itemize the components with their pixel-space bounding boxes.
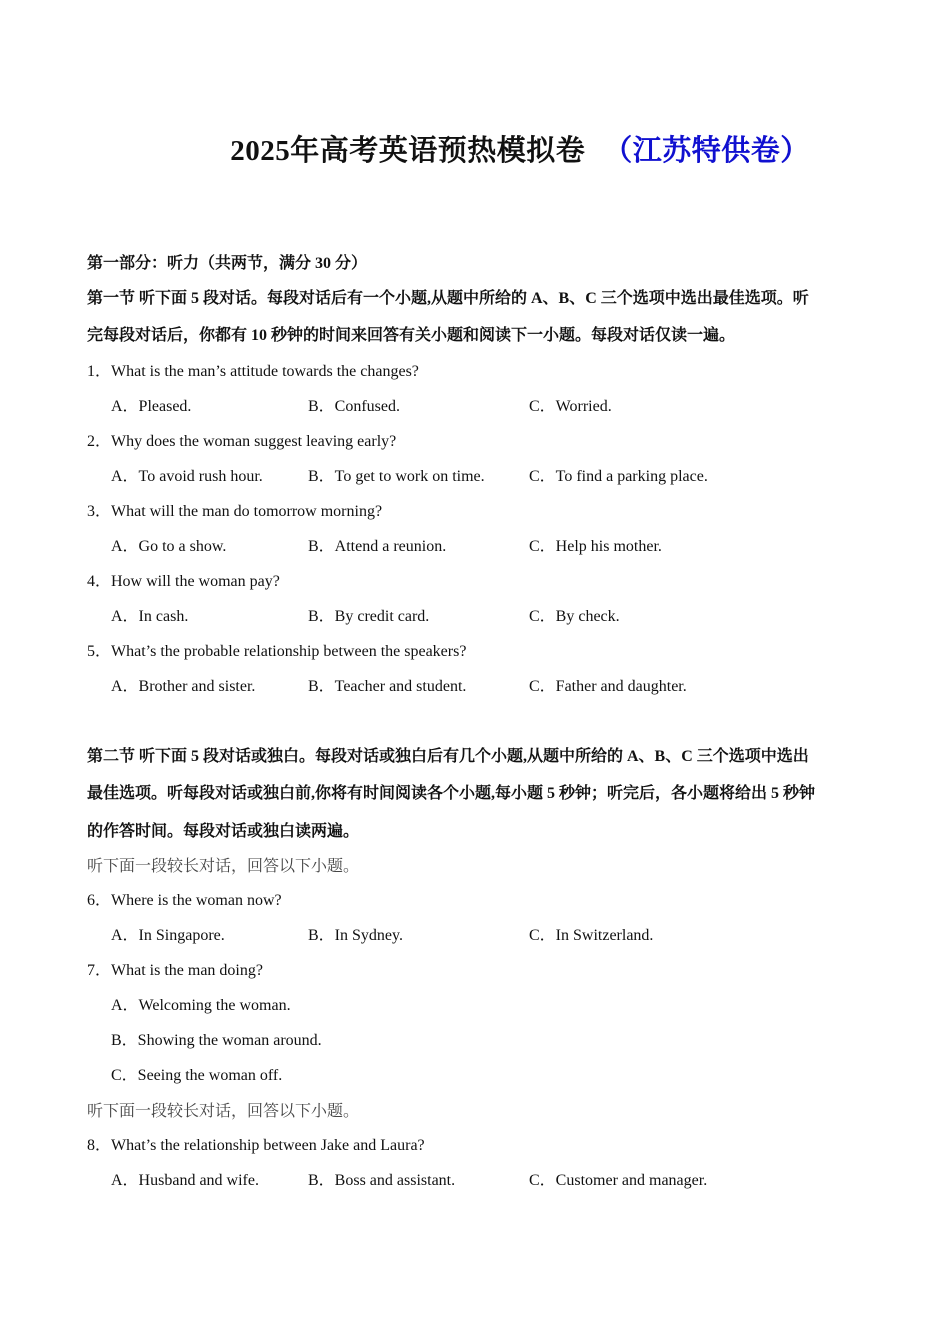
q6-option-a: A．In Singapore.	[111, 927, 225, 944]
q7-option-c: C．Seeing the woman off.	[111, 1067, 283, 1084]
section1-instruction-line1: 第一节 听下面 5 段对话。每段对话后有一个小题,从题中所给的 A、B、C 三个选项中选出最佳选项。听	[87, 290, 809, 307]
title-main: 2025年高考英语预热模拟卷	[230, 135, 586, 167]
q3-option-a: A．Go to a show.	[111, 538, 227, 555]
q5-option-c: C．Father and daughter.	[529, 678, 687, 695]
q6-option-b: B．In Sydney.	[308, 927, 403, 944]
q3-option-c: C．Help his mother.	[529, 538, 662, 555]
q2-option-c: C．To find a parking place.	[529, 468, 708, 485]
section2-instruction-line1: 第二节 听下面 5 段对话或独白。每段对话或独白后有几个小题,从题中所给的 A、B、C 三个选项中选出	[87, 748, 809, 765]
q4-option-b: B．By credit card.	[308, 608, 430, 625]
dialogue-instruction-2: 听下面一段较长对话，回答以下小题。	[87, 1103, 360, 1120]
q1-option-b: B．Confused.	[308, 398, 401, 415]
q7-option-b: B．Showing the woman around.	[111, 1032, 322, 1049]
q7-option-a: A．Welcoming the woman.	[111, 997, 291, 1014]
section1-instruction-line2: 完每段对话后，你都有 10 秒钟的时间来回答有关小题和阅读下一小题。每段对话仅读一遍。	[87, 327, 736, 344]
question-3: 3．What will the man do tomorrow morning?	[87, 503, 383, 520]
q4-option-c: C．By check.	[529, 608, 620, 625]
q8-option-b: B．Boss and assistant.	[308, 1172, 456, 1189]
question-6: 6．Where is the woman now?	[87, 892, 282, 909]
title-special: （江苏特供卷）	[603, 135, 810, 167]
part-heading: 第一部分：听力（共两节，满分 30 分）	[87, 255, 368, 272]
q2-option-b: B．To get to work on time.	[308, 468, 485, 485]
section2-instruction-line3: 的作答时间。每段对话或独白读两遍。	[87, 823, 360, 840]
q1-option-a: A．Pleased.	[111, 398, 192, 415]
page-title	[0, 128, 950, 169]
question-5: 5．What’s the probable relationship between the speakers?	[87, 643, 467, 660]
q2-option-a: A．To avoid rush hour.	[111, 468, 263, 485]
section2-instruction-line2: 最佳选项。听每段对话或独白前,你将有时间阅读各个小题,每小题 5 秒钟；听完后，各小题将给出 5 秒钟	[87, 785, 816, 802]
q8-option-a: A．Husband and wife.	[111, 1172, 259, 1189]
question-8: 8．What’s the relationship between Jake and Laura?	[87, 1137, 425, 1154]
q3-option-b: B．Attend a reunion.	[308, 538, 447, 555]
q5-option-a: A．Brother and sister.	[111, 678, 256, 695]
q4-option-a: A．In cash.	[111, 608, 189, 625]
q8-option-c: C．Customer and manager.	[529, 1172, 708, 1189]
question-1: 1．What is the man’s attitude towards the changes?	[87, 363, 419, 380]
q5-option-b: B．Teacher and student.	[308, 678, 467, 695]
question-4: 4．How will the woman pay?	[87, 573, 280, 590]
q6-option-c: C．In Switzerland.	[529, 927, 654, 944]
q1-option-c: C．Worried.	[529, 398, 612, 415]
dialogue-instruction: 听下面一段较长对话，回答以下小题。	[87, 858, 360, 875]
question-7: 7．What is the man doing?	[87, 962, 263, 979]
question-2: 2．Why does the woman suggest leaving early?	[87, 433, 397, 450]
